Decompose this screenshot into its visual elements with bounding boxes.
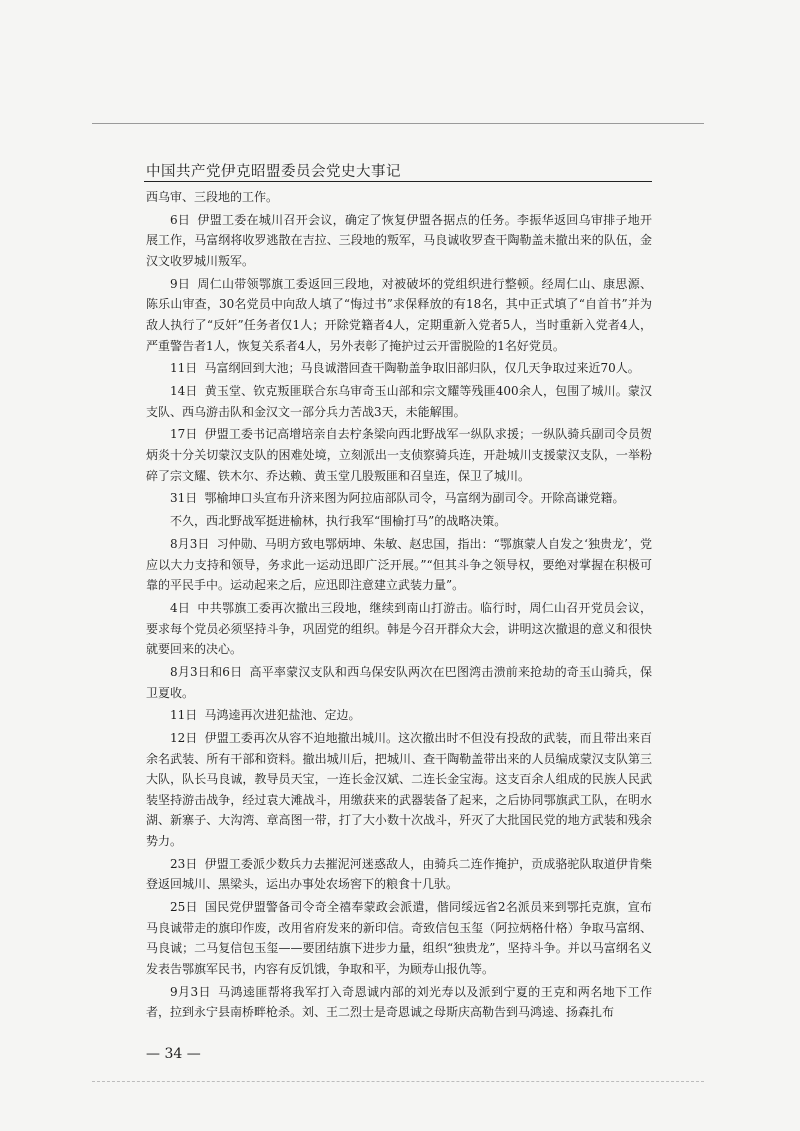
paragraph-text: 伊盟工委再次从容不迫地撤出城川。这次撤出时不但没有投敌的武装，而且带出来百余名武装、所有干部和资料。撤出城川后，把城川、查干陶勒盖带出来的人员编成蒙汉支队第三大队，队长马良诚，教导员天宝，一连长金汉斌、二连长金宝海。这支百余人组成的民族人民武装坚持游击战争，经过袁大滩战斗，用缴获来的武器装备了起来，之后协同鄂旗武工队，在明水湖、新寨子、大沟湾、章高图一带，打了大小数十次战斗，歼灭了大批国民党的地方武装和残余势力。: [146, 731, 652, 849]
bottom-rule: [92, 1081, 704, 1082]
paragraph-text: 习仲勋、马明方致电鄂炳坤、朱敏、赵忠国，指出：“鄂旗蒙人自发之‘独贵龙’，党应以大力支持和领导，务求此一运动迅即广泛开展。”“但其斗争之领导权，要绝对掌握在积极可靠的平民手中。运动起来之后，应迅即注意建立武装力量”。: [146, 537, 652, 593]
entry-date: 6日: [170, 212, 191, 227]
paragraph-text: 伊盟工委派少数兵力去摧泥河迷惑敌人，由骑兵二连作掩护，贡成骆驼队取道伊肯柴登返回城川、黑梁头，运出办事处农场窖下的粮食十几驮。: [146, 856, 652, 892]
entry-date: 11日: [170, 361, 198, 376]
paragraph-text: 不久，西北野战军挺进榆林，执行我军“围榆打马”的战略决策。: [170, 514, 507, 529]
paragraph: [146, 488, 652, 509]
entry-date: 31日: [170, 491, 198, 506]
entry-date: 9月3日: [170, 984, 211, 999]
paragraph: [146, 854, 652, 895]
paragraph-text: 黄玉堂、钦克叛匪联合东乌审奇玉山部和宗文耀等残匪400余人，包围了城川。蒙汉支队、西乌游击队和金汉文一部分兵力苦战3天，未能解围。: [146, 384, 652, 419]
paragraph: [146, 274, 652, 356]
paragraph-text: 高平率蒙汉支队和西乌保安队两次在巴图湾击溃前来抢劫的奇玉山骑兵，保卫夏收。: [146, 664, 652, 700]
paragraph: [146, 210, 652, 272]
paragraph: [146, 662, 652, 703]
header-rule: [144, 181, 652, 182]
entry-date: 8月3日和6日: [170, 664, 243, 679]
paragraph: [146, 897, 652, 979]
paragraph: [146, 705, 652, 726]
paragraph-text: 马鸿逵匪帮将我军打入奇恩诚内部的刘光寿以及派到宁夏的王克和两名地下工作者，拉到永宁县南桥畔枪杀。刘、王二烈士是奇恩诚之母斯庆高勒告到马鸿逵、扬森扎布: [146, 984, 652, 1020]
paragraph-text: 马富纲回到大池；马良诚潜回查干陶勒盖争取旧部归队，仅几天争取过来近70人。: [204, 361, 640, 376]
paragraph: [146, 424, 652, 486]
entry-date: 4日: [170, 600, 191, 615]
paragraph-text: 伊盟工委在城川召开会议，确定了恢复伊盟各据点的任务。李振华返回乌审排子地开展工作，马富纲将收罗逃散在吉拉、三段地的叛军，马良诚收罗查干陶勒盖未撤出来的队伍，金汉文收罗城川叛军。: [146, 212, 652, 268]
paragraph-text: 伊盟工委书记高增培亲自去柠条梁向西北野战军一纵队求援；一纵队骑兵副司令员贺炳炎十分关切蒙汉支队的困难处境，立刻派出一支侦察骑兵连，开赴城川支援蒙汉支队，一举粉碎了宗文耀、铁木尔、乔达赖、黄玉堂几股叛匪和召皇连，保卫了城川。: [146, 427, 652, 483]
paragraph: [146, 187, 652, 208]
running-header-title: 中国共产党伊克昭盟委员会党史大事记: [146, 164, 401, 180]
paragraph: [146, 511, 652, 532]
paragraph: [146, 982, 652, 1023]
entry-date: 8月3日: [170, 537, 210, 551]
entry-date: 17日: [170, 427, 198, 442]
paragraph: [146, 598, 652, 660]
paragraph: [146, 358, 652, 379]
paragraph-text: 马鸿逵再次进犯盐池、定边。: [204, 708, 361, 723]
paragraph-text: 西乌审、三段地的工作。: [146, 190, 279, 204]
paragraph-text: 国民党伊盟警备司令奇全禧奉蒙政会派遣，偕同绥远省2名派员来到鄂托克旗，宣布马良诚带走的旗印作废，改用省府发来的新印信。奇致信包玉玺（阿拉炳格什格）争取马富纲、马良诚；二马复信包玉玺——要团结旗下进步力量，组织“独贵龙”，坚持斗争。并以马富纲名义发表告鄂旗军民书，内容有反饥饿，争取和平，为顾寿山报仇等。: [146, 900, 652, 976]
top-rule: [92, 123, 704, 124]
paragraph-text: 周仁山带领鄂旗工委返回三段地，对被破坏的党组织进行整顿。经周仁山、康思源、陈乐山审查，30名党员中向敌人填了“悔过书”求保释放的有18名，其中正式填了“自首书”并为敌人执行了“反奸”任务者仅1人；开除党籍者4人，定期重新入党者5人，当时重新入党者4人，严重警告者1人，恢复关系者4人，另外表彰了掩护过云开雷脱险的1名好党员。: [146, 276, 652, 353]
paragraph: [146, 534, 652, 596]
entry-date: 12日: [170, 731, 198, 746]
entry-date: 9日: [170, 276, 191, 291]
entry-date: 23日: [170, 856, 198, 871]
paragraph-text: 中共鄂旗工委再次撤出三段地，继续到南山打游击。临行时，周仁山召开党员会议，要求每个党员必须坚持斗争，巩固党的组织。韩是今召开群众大会，讲明这次撤退的意义和很快就要回来的决心。: [146, 600, 652, 657]
paragraph-text: 鄂榆坤口头宣布升济来图为阿拉庙部队司令，马富纲为副司令。开除高谦党籍。: [204, 491, 625, 506]
document-body: [146, 187, 652, 1025]
entry-date: 25日: [170, 900, 198, 915]
paragraph: [146, 728, 652, 852]
entry-date: 11日: [170, 708, 198, 723]
entry-date: 14日: [170, 384, 198, 399]
paragraph: [146, 381, 652, 422]
page-number: — 34 —: [146, 1046, 201, 1062]
